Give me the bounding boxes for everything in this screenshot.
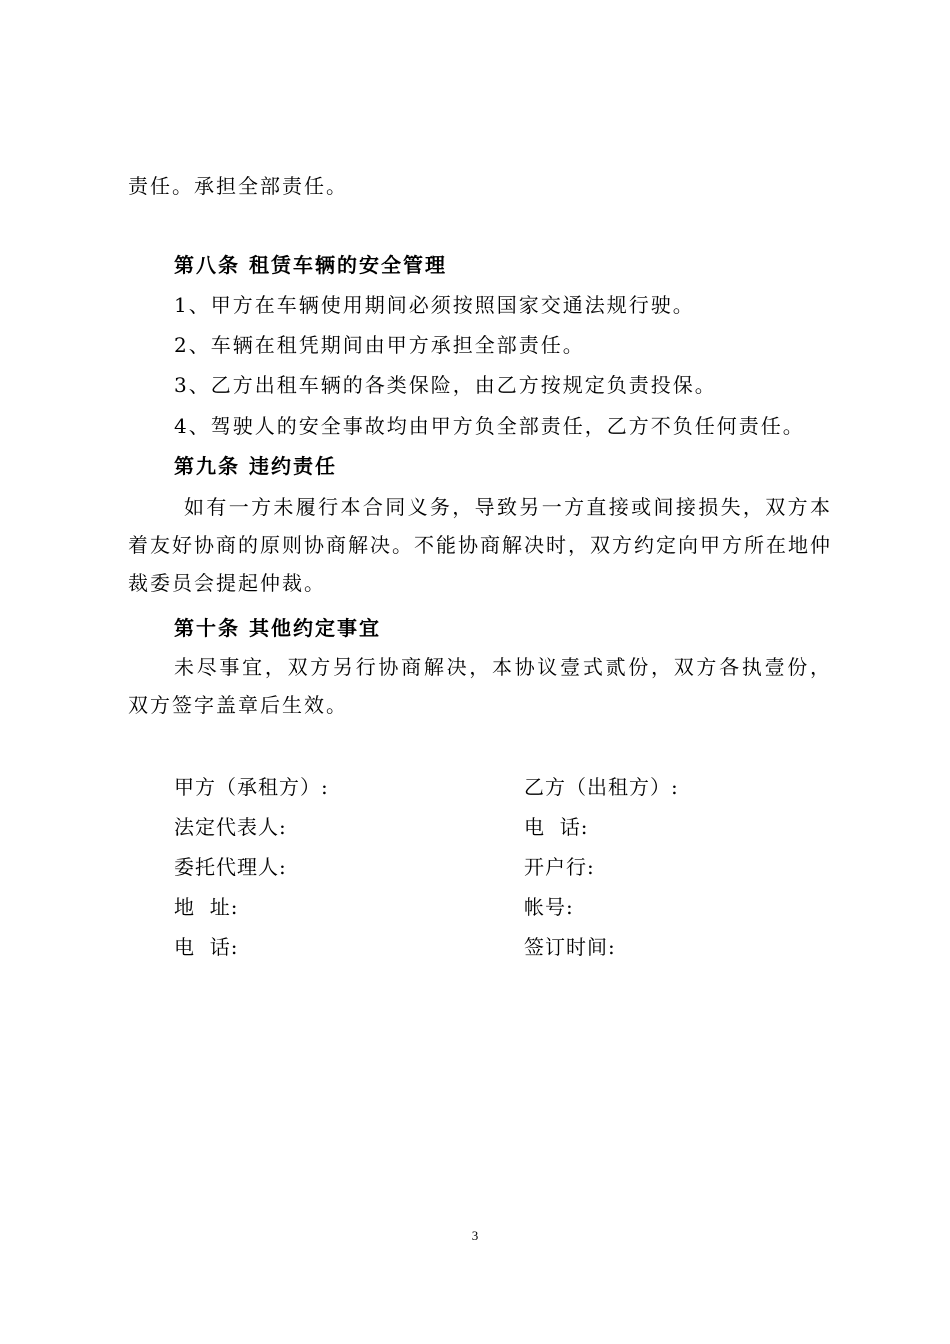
party-a-address: 地 址: (174, 895, 239, 919)
party-a-phone: 电 话: (174, 935, 239, 959)
party-a-representative: 法定代表人: (174, 815, 287, 839)
article-10-heading: 第十条 其他约定事宜 (174, 616, 381, 640)
page-number: 3 (471, 1228, 479, 1243)
article-8-item-1: 1、甲方在车辆使用期间必须按照国家交通法规行驶。 (174, 293, 695, 317)
continuation-text: 责任。承担全部责任。 (128, 174, 348, 198)
party-b-phone: 电 话: (524, 815, 589, 839)
article-8-item-3: 3、乙方出租车辆的各类保险，由乙方按规定负责投保。 (174, 373, 717, 397)
article-9-body: 如有一方未履行本合同义务，导致另一方直接或间接损失，双方本着友好协商的原则协商解决。不能协商解决时，双方约定向甲方所在地仲裁委员会提起仲裁。 (128, 495, 832, 595)
party-b-account: 帐号: (524, 895, 574, 919)
article-10-body: 未尽事宜，双方另行协商解决，本协议壹式贰份，双方各执壹份，双方签字盖章后生效。 (128, 655, 832, 717)
party-a-label: 甲方（承租方）: (174, 775, 329, 799)
party-b-label: 乙方（出租方）: (524, 775, 679, 799)
article-8-item-4: 4、驾驶人的安全事故均由甲方负全部责任，乙方不负任何责任。 (174, 414, 805, 438)
article-8-item-2: 2、车辆在租凭期间由甲方承担全部责任。 (174, 333, 585, 357)
party-b-bank: 开户行: (524, 855, 595, 879)
article-9-heading: 第九条 违约责任 (174, 454, 337, 478)
article-8-heading: 第八条 租赁车辆的安全管理 (174, 253, 447, 277)
party-b-sign-time: 签订时间: (524, 935, 616, 959)
party-a-agent: 委托代理人: (174, 855, 287, 879)
